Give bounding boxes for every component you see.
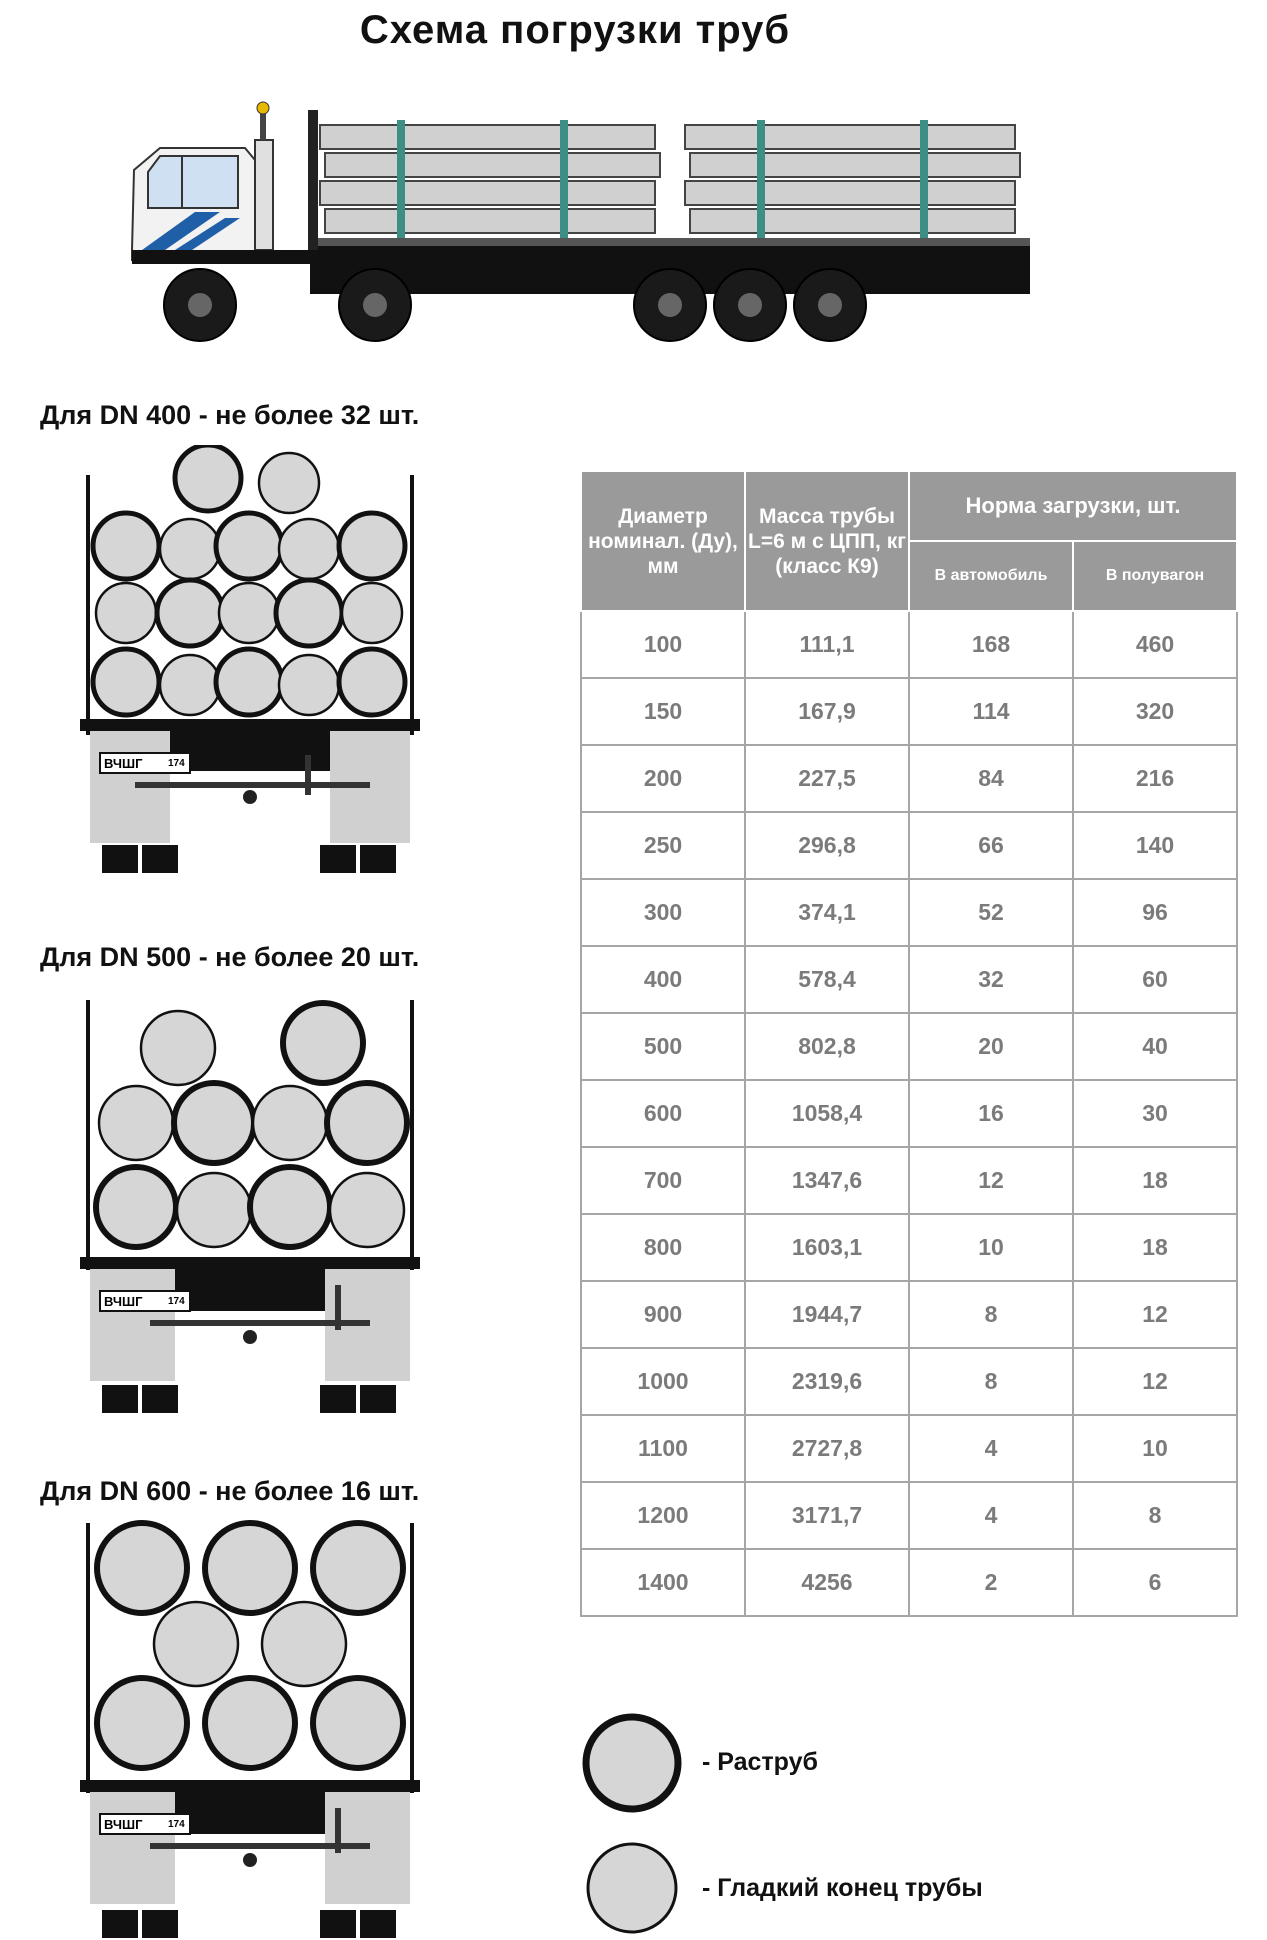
plate-text: ВЧШГ [104, 756, 143, 771]
table-row [581, 1013, 1237, 1080]
cell-diameter: 150 [581, 678, 745, 745]
plate-number: 174 [168, 758, 185, 769]
table-row [581, 1415, 1237, 1482]
cell-wagon: 8 [1073, 1482, 1237, 1549]
cell-diameter: 300 [581, 879, 745, 946]
plate-text: ВЧШГ [104, 1817, 143, 1832]
cell-mass: 1944,7 [745, 1281, 909, 1348]
table-row [581, 1147, 1237, 1214]
cell-diameter: 900 [581, 1281, 745, 1348]
cell-wagon: 6 [1073, 1549, 1237, 1616]
cell-mass: 374,1 [745, 879, 909, 946]
table-row [581, 1281, 1237, 1348]
cell-mass: 802,8 [745, 1013, 909, 1080]
smooth-pipe-icon [588, 1844, 676, 1932]
cell-auto: 4 [909, 1415, 1073, 1482]
table-row [581, 1482, 1237, 1549]
caption-dn500: Для DN 500 - не более 20 шт. [40, 942, 420, 972]
cell-auto: 12 [909, 1147, 1073, 1214]
load-norms-table [580, 470, 1238, 1617]
cell-mass: 1347,6 [745, 1147, 909, 1214]
cell-wagon: 140 [1073, 812, 1237, 879]
table-row [581, 1549, 1237, 1616]
cell-auto: 32 [909, 946, 1073, 1013]
truck-side-view [120, 100, 1050, 360]
truck-cab [132, 102, 312, 264]
rear-view-dn600 [80, 1518, 420, 1938]
table-row [581, 812, 1237, 879]
cell-wagon: 96 [1073, 879, 1237, 946]
cell-auto: 66 [909, 812, 1073, 879]
cell-diameter: 100 [581, 611, 745, 678]
header-norm: Норма загрузки, шт. [909, 471, 1237, 541]
cell-diameter: 600 [581, 1080, 745, 1147]
table-row [581, 1080, 1237, 1147]
table-row [581, 1348, 1237, 1415]
cell-mass: 227,5 [745, 745, 909, 812]
plate-number: 174 [168, 1296, 185, 1307]
cell-auto: 10 [909, 1214, 1073, 1281]
cell-wagon: 18 [1073, 1214, 1237, 1281]
cell-auto: 8 [909, 1348, 1073, 1415]
cell-mass: 167,9 [745, 678, 909, 745]
pipe-stack-rear [685, 120, 1020, 238]
cell-diameter: 200 [581, 745, 745, 812]
cell-auto: 8 [909, 1281, 1073, 1348]
legend-socket-label: - Раструб [702, 1748, 818, 1776]
cell-diameter: 400 [581, 946, 745, 1013]
cell-diameter: 1000 [581, 1348, 745, 1415]
legend-smooth-label: - Гладкий конец трубы [702, 1874, 983, 1902]
header-wagon: В полувагон [1073, 541, 1237, 611]
rear-view-dn500 [80, 995, 420, 1415]
table-row [581, 745, 1237, 812]
cell-wagon: 10 [1073, 1415, 1237, 1482]
socket-pipe-icon [586, 1717, 678, 1809]
table-row [581, 879, 1237, 946]
cell-diameter: 700 [581, 1147, 745, 1214]
pipe-stack-front [320, 120, 660, 238]
cell-mass: 3171,7 [745, 1482, 909, 1549]
caption-dn600: Для DN 600 - не более 16 шт. [40, 1476, 420, 1506]
cell-auto: 16 [909, 1080, 1073, 1147]
table-body [581, 611, 1237, 1616]
caption-dn400: Для DN 400 - не более 32 шт. [40, 400, 420, 430]
cell-auto: 2 [909, 1549, 1073, 1616]
table-row [581, 611, 1237, 678]
table-row [581, 678, 1237, 745]
cell-mass: 296,8 [745, 812, 909, 879]
cell-auto: 52 [909, 879, 1073, 946]
plate-text: ВЧШГ [104, 1294, 143, 1309]
cell-auto: 84 [909, 745, 1073, 812]
cell-wagon: 40 [1073, 1013, 1237, 1080]
legend-icons [580, 1700, 690, 1940]
cell-diameter: 800 [581, 1214, 745, 1281]
cell-auto: 168 [909, 611, 1073, 678]
plate-number: 174 [168, 1819, 185, 1830]
cell-diameter: 1400 [581, 1549, 745, 1616]
cell-mass: 578,4 [745, 946, 909, 1013]
cell-wagon: 12 [1073, 1348, 1237, 1415]
cell-diameter: 250 [581, 812, 745, 879]
cell-mass: 1058,4 [745, 1080, 909, 1147]
cell-auto: 4 [909, 1482, 1073, 1549]
cell-mass: 111,1 [745, 611, 909, 678]
cell-mass: 1603,1 [745, 1214, 909, 1281]
cell-auto: 114 [909, 678, 1073, 745]
cell-wagon: 12 [1073, 1281, 1237, 1348]
header-mass: Масса трубы L=6 м с ЦПП, кг (класс К9) [745, 471, 909, 611]
cell-diameter: 500 [581, 1013, 745, 1080]
cell-mass: 2319,6 [745, 1348, 909, 1415]
cell-auto: 20 [909, 1013, 1073, 1080]
cell-wagon: 216 [1073, 745, 1237, 812]
page-title: Схема погрузки труб [359, 8, 791, 52]
table-row [581, 946, 1237, 1013]
header-diameter: Диаметр номинал. (Ду), мм [581, 471, 745, 611]
cell-wagon: 60 [1073, 946, 1237, 1013]
header-auto: В автомобиль [909, 541, 1073, 611]
cell-diameter: 1100 [581, 1415, 745, 1482]
rear-view-dn400 [80, 445, 420, 875]
cell-wagon: 460 [1073, 611, 1237, 678]
cell-wagon: 30 [1073, 1080, 1237, 1147]
cell-wagon: 18 [1073, 1147, 1237, 1214]
cell-wagon: 320 [1073, 678, 1237, 745]
table-row [581, 1214, 1237, 1281]
cell-diameter: 1200 [581, 1482, 745, 1549]
cell-mass: 2727,8 [745, 1415, 909, 1482]
cell-mass: 4256 [745, 1549, 909, 1616]
